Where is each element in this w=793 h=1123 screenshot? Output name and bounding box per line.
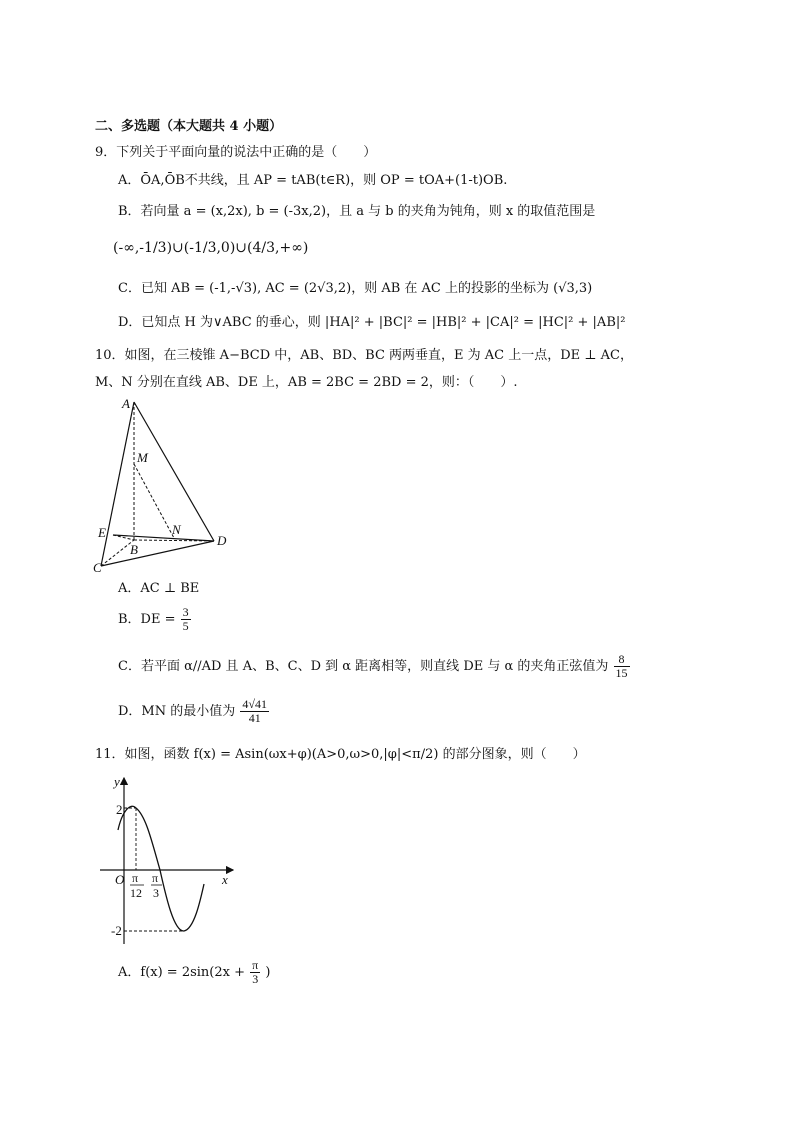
min-value-label: -2 — [111, 923, 122, 938]
edge-ed — [113, 535, 214, 541]
q9-stem: 9．下列关于平面向量的说法中正确的是（ ） — [95, 145, 377, 160]
segment-mn — [134, 464, 174, 538]
q10-option-c-text: C．若平面 α//AD 且 A、B、C、D 到 α 距离相等，则直线 DE 与 α 的夹角正弦值为 — [118, 659, 609, 674]
q10-stem-line1: 10．如图，在三棱锥 A−BCD 中，AB、BD、BC 两两垂直，E 为 AC 上一点，DE ⊥ AC， — [95, 348, 634, 363]
label-a: A — [122, 396, 130, 411]
q11-a-numerator: π — [252, 958, 259, 972]
q10-d-denominator: 41 — [248, 711, 261, 725]
q9-option-b-range: (-∞,-1/3)∪(-1/3,0)∪(4/3,+∞) — [113, 240, 309, 256]
q10-c-denominator: 15 — [615, 666, 628, 680]
q10-stem-line2: M、N 分别在直线 AB、DE 上，AB = 2BC = 2BD = 2，则：（ ）. — [95, 375, 518, 390]
q10-option-b — [118, 605, 192, 635]
q9-option-a: A．ŌA,ŌB不共线，且 AP = tAB(t∈R)，则 OP = tOA+(1-t)OB. — [118, 173, 508, 188]
q11-stem: 11．如图，函数 f(x) = Asin(ωx+φ)(A>0,ω>0,|φ|<π/2) 的部分图象，则（ ） — [95, 747, 586, 762]
q10-b-denominator: 5 — [182, 619, 189, 633]
section-title: 二、多选题（本大题共 4 小题） — [95, 119, 283, 134]
q11-option-a-suffix: ) — [265, 965, 271, 980]
label-c: C — [93, 560, 102, 575]
label-n: N — [172, 522, 181, 537]
q10-option-d — [118, 697, 270, 727]
q9-option-c: C．已知 AB = (-1,-√3), AC = (2√3,2)，则 AB 在 AC 上的投影的坐标为 (√3,3) — [118, 281, 593, 296]
tick-pi-12-numerator: π — [132, 871, 139, 885]
q10-option-b-fraction — [181, 606, 191, 633]
label-e: E — [98, 525, 106, 540]
max-value-label: 2 — [116, 802, 123, 817]
q10-option-c — [118, 652, 631, 682]
edge-cd — [101, 541, 214, 566]
tick-pi-12-denominator: 12 — [130, 886, 142, 900]
q10-b-numerator: 3 — [182, 605, 189, 619]
edge-ad — [134, 402, 214, 541]
q10-option-d-fraction — [240, 698, 269, 725]
x-axis-label: x — [222, 872, 228, 887]
label-b: B — [130, 542, 138, 557]
tick-pi-3-numerator: π — [152, 871, 159, 885]
q11-option-a-fraction — [250, 959, 260, 986]
q10-d-numerator: 4√41 — [242, 697, 267, 711]
tetrahedron-figure — [90, 392, 250, 577]
q10-option-a: A．AC ⊥ BE — [118, 581, 200, 596]
q10-option-b-prefix: B．DE = — [118, 612, 176, 627]
label-m: M — [137, 450, 148, 465]
q10-option-d-text: D．MN 的最小值为 — [118, 704, 236, 719]
q11-a-denominator: 3 — [252, 972, 259, 986]
tick-pi-3-denominator: 3 — [153, 886, 159, 900]
q11-option-a — [118, 958, 270, 988]
q11-option-a-prefix: A．f(x) = 2sin(2x + — [118, 965, 246, 980]
q9-option-d: D．已知点 H 为∨ABC 的垂心，则 |HA|² + |BC|² = |HB|² + |CA|² = |HC|² + |AB|² — [118, 315, 626, 330]
origin-label: O — [115, 872, 125, 887]
q10-option-c-fraction — [614, 653, 630, 680]
sine-curve — [118, 806, 204, 931]
label-d: D — [217, 533, 227, 548]
q10-c-numerator: 8 — [614, 653, 630, 667]
q9-option-b: B．若向量 a = (x,2x), b = (-3x,2)，且 a 与 b 的夹角为钝角，则 x 的取值范围是 — [118, 204, 596, 219]
sine-graph — [100, 772, 250, 947]
y-axis-label: y — [114, 774, 120, 789]
